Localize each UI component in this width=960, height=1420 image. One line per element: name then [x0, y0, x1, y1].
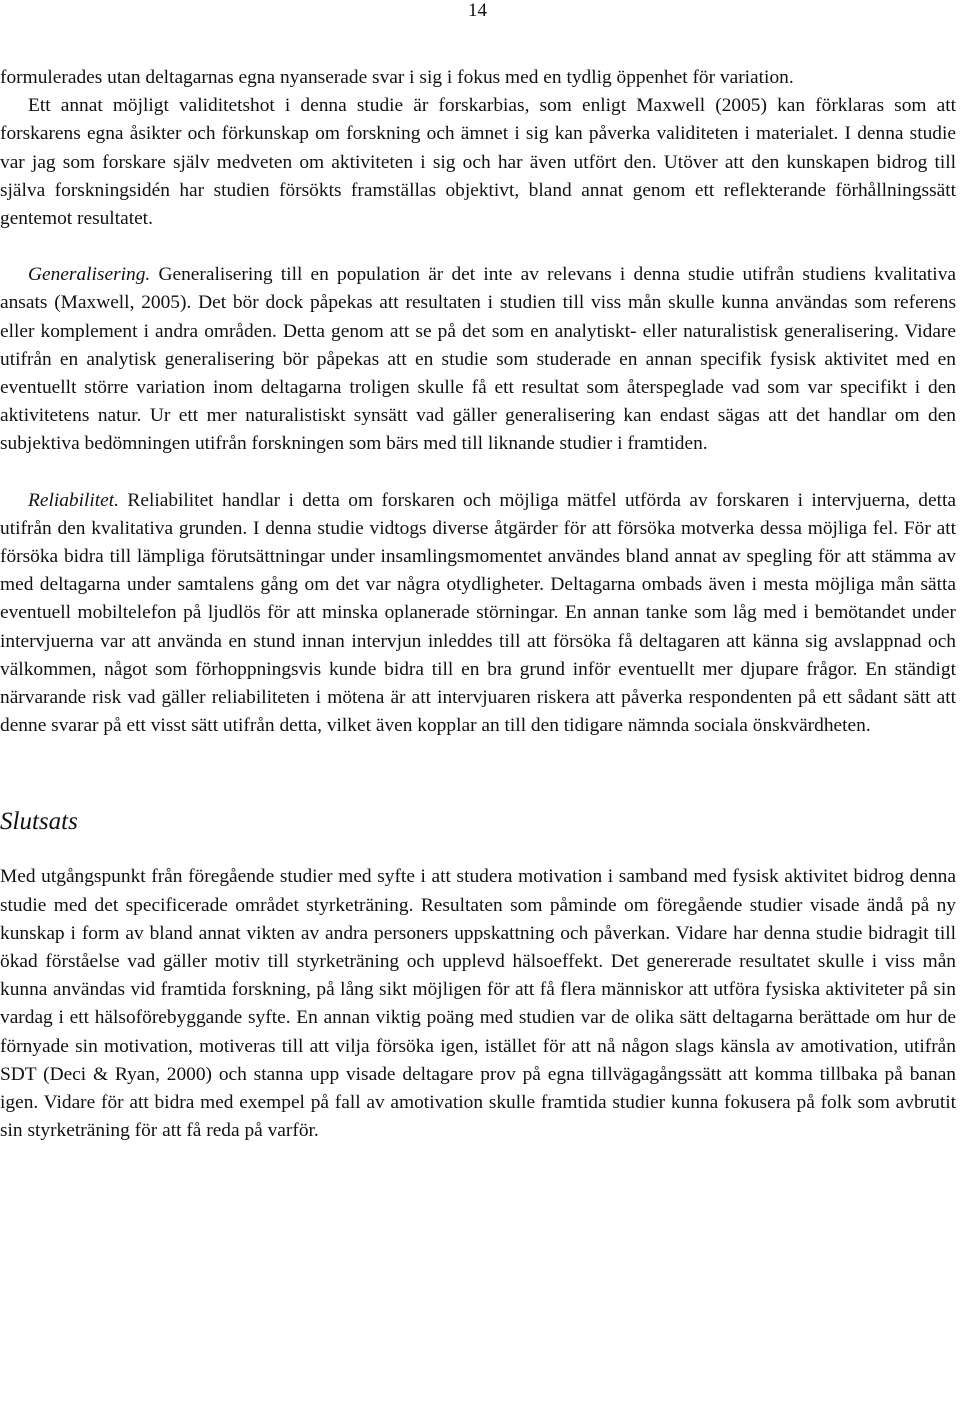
paragraph-generalisering: [0, 261, 956, 458]
page-number: 14: [468, 0, 487, 21]
reliabilitet-label: Reliabilitet.: [28, 489, 120, 511]
document-body: [0, 64, 956, 1146]
generalisering-label: Generalisering.: [28, 264, 151, 286]
section-heading-slutsats: Slutsats: [0, 808, 78, 836]
paragraph-reliabilitet: [0, 487, 956, 741]
paragraph-validity-continued: formulerades utan deltagarnas egna nyanserade svar i sig i fokus med en tydlig öppenhet för variation.: [0, 67, 794, 88]
generalisering-text: Generalisering till en population är det inte av relevans i denna studie utifrån studiens kvalitativa ansats (Maxwell, 2005). Det bör dock påpekas att resultaten i studien till viss mån skulle kunna användas som referens eller komplement i andra områden. Detta genom att se på det som en analytiskt- eller naturalistisk generalisering. Vidare utifrån en analytisk generalisering bör påpekas att en studie som studerade en annan specifik fysisk aktivitet med en eventuellt större variation inom deltagarna troligen skulle få ett resultat som återspeglade vad som var specifikt i den aktivitetens natur. Ur ett mer naturalistiskt synsätt vad gäller generalisering kan endast sägas att det handlar om den subjektiva bedömningen utifrån forskningen som bärs med till liknande studier i framtiden.: [0, 264, 956, 455]
paragraph-slutsats: Med utgångspunkt från föregående studier med syfte i att studera motivation i samband med fysisk aktivitet bidrog denna studie med det specificerade området styrketräning. Resultaten som påminde om föregående studier visade ändå på ny kunskap i form av bland annat vikten av andra personers uppskattning och påverkan. Vidare har denna studie bidragit till ökad förståelse vad gäller motiv till styrketräning och upplevd hälsoeffekt. Det genererade resultatet skulle i viss mån kunna användas vid framtida forskning, på lång sikt möjligen för att få flera människor att utföra fysiska aktiviteter på sin vardag i ett hälsoförebyggande syfte. En annan viktig poäng med studien var de olika sätt deltagarna berättade om hur de förnyade sin motivation, motiveras till att vilja försöka igen, istället för att nå någon slags känsla av amotivation, utifrån SDT (Deci & Ryan, 2000) och stanna upp visade deltagare prov på egna tillvägagångssätt att komma tillbaka på banan igen. Vidare för att bidra med exempel på fall av amotivation skulle framtida studier kunna fokusera på folk som avbrutit sin styrketräning för att få reda på varför.: [0, 866, 956, 1142]
paragraph-researcher-bias: Ett annat möjligt validitetshot i denna studie är forskarbias, som enligt Maxwell (2005) kan förklaras som att forskarens egna åsikter och förkunskap om forskning och ämnet i sig kan påverka validiteten i materialet. I denna studie var jag som forskare själv medveten om aktiviteten i sig och har även utfört den. Utöver att den kunskapen bidrog till själva forskningsidén har studien försökts framställas objektivt, bland annat genom ett reflekterande förhållningssätt gentemot resultatet.: [0, 95, 956, 230]
reliabilitet-text: Reliabilitet handlar i detta om forskaren och möjliga mätfel utförda av forskaren i intervjuerna, detta utifrån den kvalitativa grunden. I denna studie vidtogs diverse åtgärder för att försöka motverka dessa möjliga fel. För att försöka bidra till lämpliga förutsättningar under insamlingsmomentet användes bland annat av spegling för att stämma av med deltagarna under samtalens gång om det var några otydligheter. Deltagarna ombads även i mesta möjliga mån sätta eventuell mobiltelefon på ljudlös för att minska oplanerade störningar. En annan tanke som låg med i bemötandet under intervjuerna var att använda en stund innan intervjun inleddes till att försöka få deltagaren att känna sig avslappnad och välkommen, något som förhoppningsvis kunde bidra till en bra grund inför eventuellt mer djupare frågor. En ständigt närvarande risk vad gäller reliabiliteten i mötena är att intervjuaren riskera att påverka respondenten på ett sådant sätt att denne svarar på ett visst sätt utifrån detta, vilket även kopplar an till den tidigare nämnda sociala önskvärdheten.: [0, 489, 956, 737]
